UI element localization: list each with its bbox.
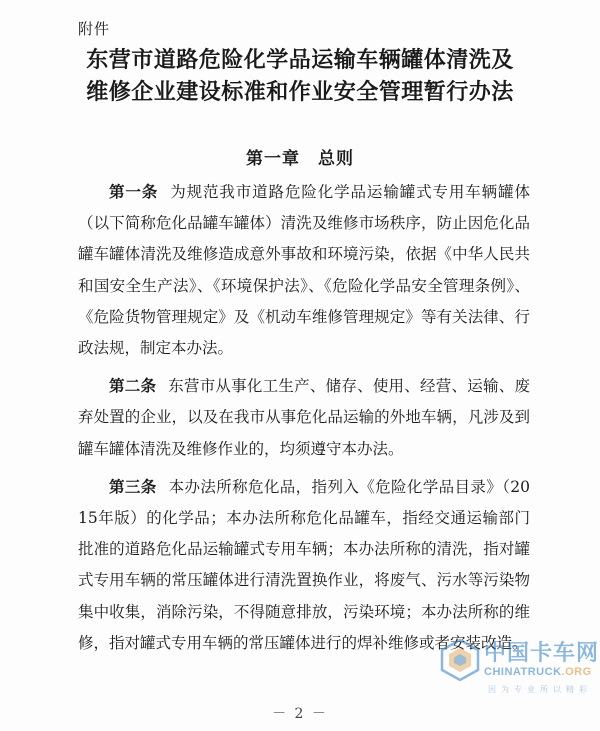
site-watermark	[440, 636, 600, 716]
chapter-number: 第一章	[246, 149, 300, 169]
article-number: 第三条	[109, 476, 157, 496]
watermark-en-brand: CHINATRUCK	[484, 666, 562, 678]
chapter-name: 总则	[318, 149, 354, 169]
article-number: 第二条	[109, 376, 157, 396]
watermark-en-suffix: .ORG	[561, 666, 592, 678]
article-2	[78, 370, 530, 465]
title-line-2: 维修企业建设标准和作业安全管理暂行办法	[86, 79, 514, 105]
article-1	[78, 176, 530, 364]
watermark-slogan: 因为专业所以精彩	[488, 685, 592, 694]
document-title	[60, 44, 540, 108]
truck-logo-icon	[440, 638, 480, 682]
article-number: 第一条	[109, 182, 159, 201]
article-3	[78, 471, 530, 659]
watermark-cn-name: 中国卡车网	[484, 641, 600, 666]
article-text: 东营市从事化工生产、储存、使用、经营、运输、废弃处置的企业，以及在我市从事危化品运输的外地车辆，凡涉及到罐车罐体清洗及维修作业的，均须遵守本办法。	[78, 377, 530, 458]
chapter-heading	[0, 144, 600, 169]
document-body	[78, 176, 530, 665]
title-line-1: 东营市道路危险化学品运输车辆罐体清洗及	[86, 47, 514, 73]
page-number: － 2 －	[272, 706, 328, 722]
watermark-en-name	[484, 666, 592, 678]
article-text: 本办法所称危化品，指列入《危险化学品目录》（2015年版）的化学品；本办法所称危化品罐车，指经交通运输部门批准的道路危化品运输罐式专用车辆；本办法所称的清洗，指对罐式专用车辆的常压罐体进行清洗置换作业，将废气、污水等污染物集中收集，消除污染，不得随意排放，污染环境；本办法所称的维修，指对罐式专用车辆的常压罐体进行的焊补维修或者安装改造。	[78, 477, 530, 652]
article-text: 为规范我市道路危险化学品运输罐式专用车辆罐体（以下简称危化品罐车罐体）清洗及维修市场秩序，防止因危化品罐车罐体清洗及维修造成意外事故和环境污染，依据《中华人民共和国安全生产法》、《环境保护法》、《危险化学品安全管理条例》、《危险货物管理规定》及《机动车维修管理规定》等有关法律、行政法规，制定本办法。	[78, 183, 530, 358]
attachment-label: 附件	[78, 20, 111, 38]
